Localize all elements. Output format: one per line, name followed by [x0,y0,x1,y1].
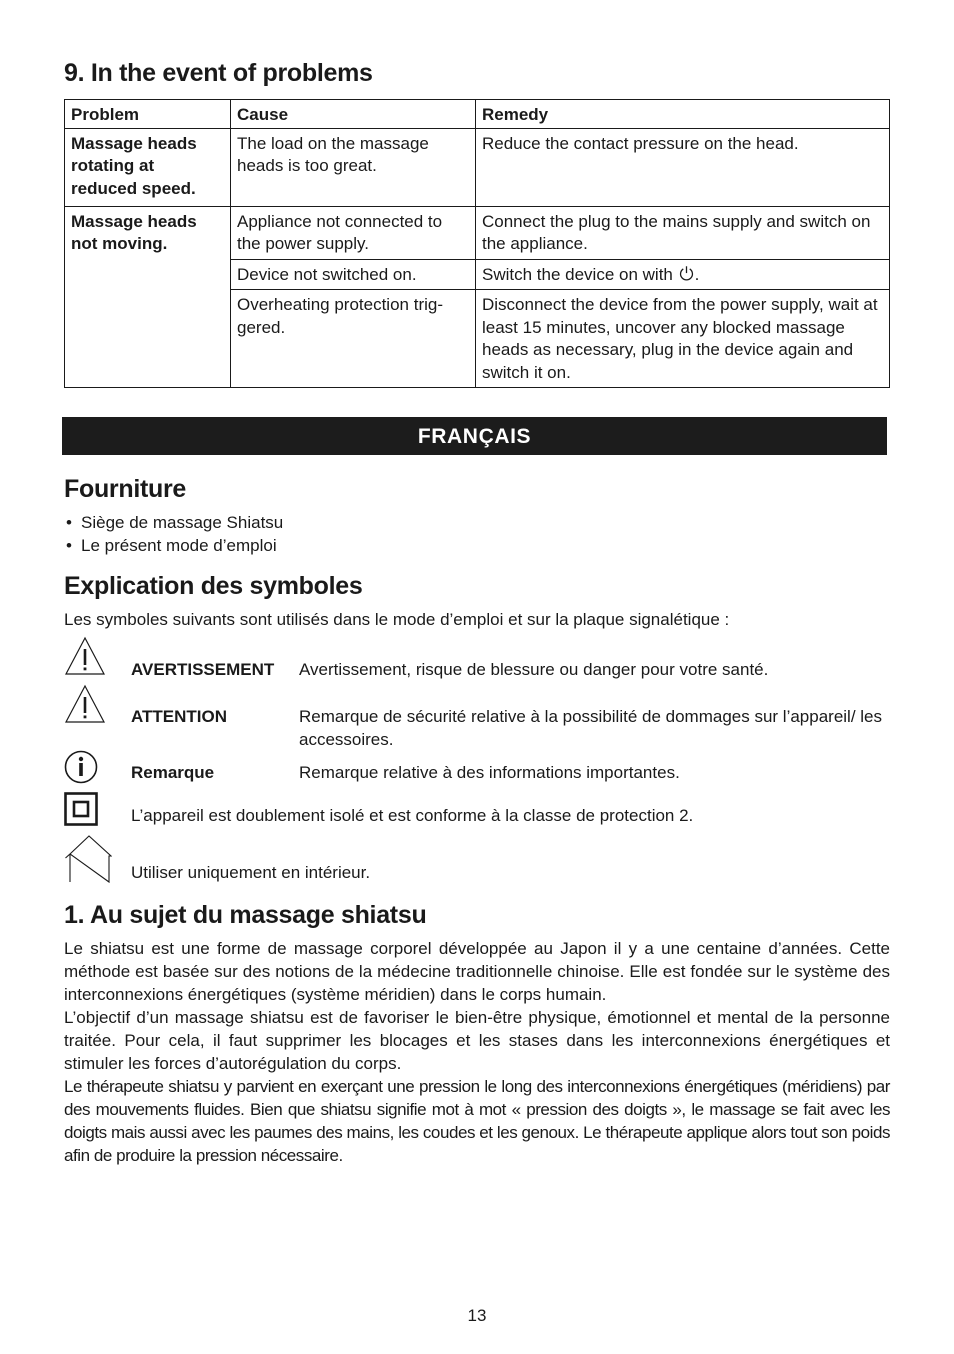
problem-cell: Massage heads not moving. [65,206,231,388]
problems-table [64,99,890,388]
power-icon [678,265,695,282]
symbol-description: L’appareil est doublement isolé et est conforme à la classe de protection 2. [131,806,694,825]
symbol-row-attention [64,684,890,754]
header-remedy: Remedy [476,100,890,129]
cause-cell: Appliance not connected to the power supply. [231,206,476,259]
header-cause: Cause [231,100,476,129]
remedy-cell: Disconnect the device from the power supply, wait at least 15 minutes, uncover any blocked massage heads as necessary, plug in the device again and switch it on. [476,290,890,388]
table-header-row [65,100,890,129]
problem-cell: Massage heads rotating at reduced speed. [65,128,231,206]
fourniture-list [64,511,283,557]
section-title-problems: 9. In the event of problems [64,59,373,87]
remedy-text-after: . [694,264,700,284]
symbol-label: Remarque [131,763,215,782]
language-bar: FRANÇAIS [62,417,887,455]
house-icon [64,834,112,884]
double-insulation-icon [64,792,98,826]
list-item: • Le présent mode d’emploi [64,534,283,557]
symbol-row-avertissement [64,636,890,680]
symbol-label: AVERTISSEMENT [131,660,275,679]
cause-cell: Overheating protection trig-gered. [231,290,476,388]
page-number: 13 [467,1306,487,1325]
symbol-description: Remarque relative à des informations importantes. [299,763,680,782]
warning-triangle-icon [64,636,106,676]
section-title-symboles: Explication des symboles [64,572,363,600]
header-problem: Problem [65,100,231,129]
table-row [65,206,890,259]
section-title-fourniture: Fourniture [64,475,186,503]
info-icon [64,750,98,784]
symbol-row-indoor [64,834,890,886]
paragraph: L’objectif d’un massage shiatsu est de favoriser le bien-être physique, émotionnel et mental de la personne traitée. Pour cela, il faut supprimer les blocages et les stases dans les interconnexions énergétiques et stimuler les forces d’autorégulation du corps. [64,1008,890,1073]
cause-cell: Device not switched on. [231,259,476,290]
symbols-intro: Les symboles suivants sont utilisés dans le mode d’emploi et sur la plaque signalétique : [64,610,730,629]
symbol-row-class2 [64,791,890,831]
list-item: • Siège de massage Shiatsu [64,511,283,534]
section-title-shiatsu: 1. Au sujet du massage shiatsu [64,901,427,929]
remedy-text-before: Switch the device on with [482,264,678,284]
cause-cell: The load on the massage heads is too great. [231,128,476,206]
symbol-description: Avertissement, risque de blessure ou danger pour votre santé. [299,660,769,679]
symbol-description: Utiliser uniquement en intérieur. [131,863,371,882]
symbol-row-remarque [64,750,890,786]
table-row [65,128,890,206]
paragraph: Le shiatsu est une forme de massage corporel développée au Japon il y a une centaine d’années. Cette méthode est basée sur des notions de la médecine traditionnelle chinoise. Elle est fondée sur le système des interconnexions énergétiques (système méridien) dans le corps humain. [64,939,890,1004]
symbol-label: ATTENTION [131,707,228,726]
remedy-cell: Reduce the contact pressure on the head. [476,128,890,206]
shiatsu-body [64,937,890,1167]
symbol-description: Remarque de sécurité relative à la possibilité de dommages sur l’appareil/ les accessoires. [299,707,883,749]
remedy-cell [476,259,890,290]
warning-triangle-icon [64,684,106,724]
remedy-cell: Connect the plug to the mains supply and switch on the appliance. [476,206,890,259]
paragraph: Le thérapeute shiatsu y parvient en exerçant une pression le long des interconnexions énergétiques (méridiens) par des mouvements fluides. Bien que shiatsu signifie mot à mot « pression des doigts », le massage se fait avec les doigts mais aussi avec les paumes des mains, les coudes et les genoux. Le thérapeute applique alors tout son poids afin de produire la pression nécessaire. [64,1077,890,1165]
